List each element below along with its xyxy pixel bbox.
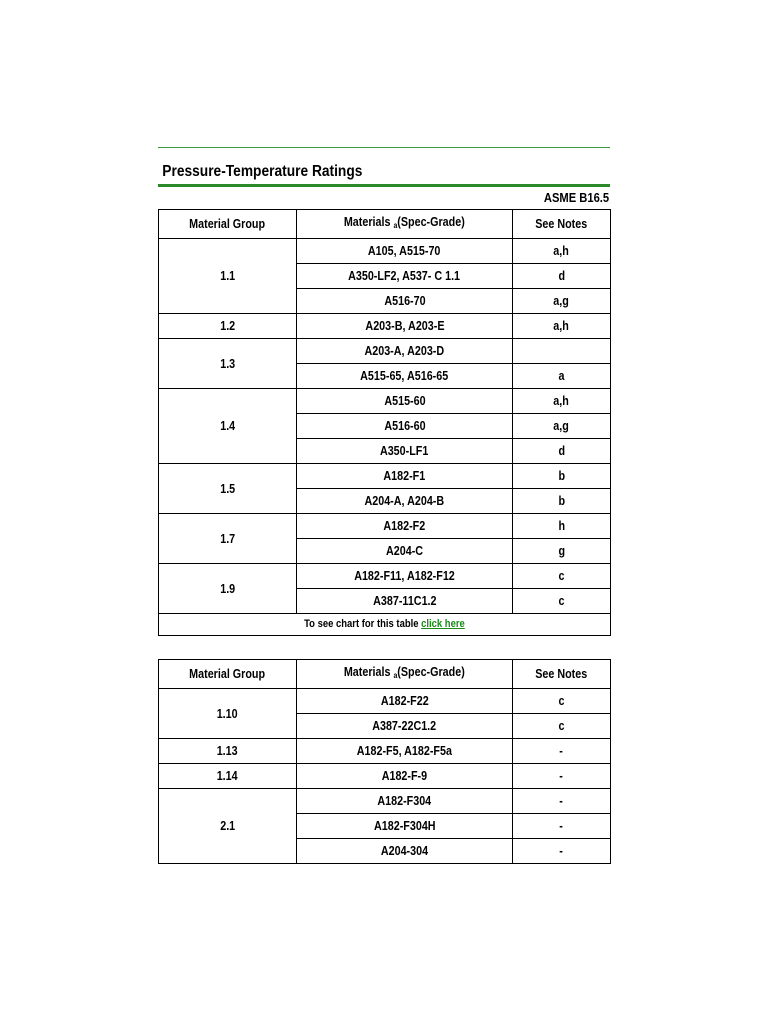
material-group-cell: 1.10 bbox=[159, 689, 297, 739]
material-cell: A204-A, A204-B bbox=[297, 489, 513, 514]
notes-cell: - bbox=[513, 839, 611, 864]
notes-cell: d bbox=[513, 439, 611, 464]
table-row bbox=[159, 314, 611, 339]
notes-cell: c bbox=[513, 689, 611, 714]
table-row bbox=[159, 564, 611, 589]
notes-cell: a,g bbox=[513, 414, 611, 439]
material-cell: A182-F11, A182-F12 bbox=[297, 564, 513, 589]
header-see-notes: See Notes bbox=[513, 660, 611, 689]
material-cell: A387-22C1.2 bbox=[297, 714, 513, 739]
table-row bbox=[159, 689, 611, 714]
material-cell: A182-F304H bbox=[297, 814, 513, 839]
material-group-cell: 1.2 bbox=[159, 314, 297, 339]
page-title: Pressure-Temperature Ratings bbox=[162, 163, 363, 180]
header-material-group: Material Group bbox=[159, 210, 297, 239]
header-materials: Materials $_a$(Spec-Grade) bbox=[297, 210, 513, 239]
material-cell: A515-65, A516-65 bbox=[297, 364, 513, 389]
notes-cell: a,h bbox=[513, 314, 611, 339]
material-cell: A204-C bbox=[297, 539, 513, 564]
ratings-section bbox=[158, 147, 610, 864]
table-row bbox=[159, 789, 611, 814]
notes-cell: c bbox=[513, 714, 611, 739]
chart-link-text: To see chart for this table bbox=[304, 618, 422, 630]
table-row bbox=[159, 239, 611, 264]
chart-link-row bbox=[159, 614, 611, 636]
notes-cell: - bbox=[513, 764, 611, 789]
notes-cell: - bbox=[513, 789, 611, 814]
material-group-cell: 1.7 bbox=[159, 514, 297, 564]
notes-cell: a,h bbox=[513, 389, 611, 414]
table-header-row bbox=[159, 660, 611, 689]
notes-cell: - bbox=[513, 814, 611, 839]
material-cell: A387-11C1.2 bbox=[297, 589, 513, 614]
material-group-cell: 1.13 bbox=[159, 739, 297, 764]
material-cell: A203-B, A203-E bbox=[297, 314, 513, 339]
header-materials: Materials $_a$(Spec-Grade) bbox=[297, 660, 513, 689]
table-row bbox=[159, 464, 611, 489]
table-row bbox=[159, 389, 611, 414]
material-group-cell: 1.3 bbox=[159, 339, 297, 389]
material-group-cell: 2.1 bbox=[159, 789, 297, 864]
material-cell: A204-304 bbox=[297, 839, 513, 864]
click-here-link[interactable]: click here bbox=[421, 618, 465, 630]
material-cell: A105, A515-70 bbox=[297, 239, 513, 264]
material-group-cell: 1.5 bbox=[159, 464, 297, 514]
notes-cell: b bbox=[513, 489, 611, 514]
material-cell: A515-60 bbox=[297, 389, 513, 414]
notes-cell: a,g bbox=[513, 289, 611, 314]
table-row bbox=[159, 339, 611, 364]
standard-label: ASME B16.5 bbox=[543, 190, 610, 205]
header-material-group: Material Group bbox=[159, 660, 297, 689]
material-cell: A182-F2 bbox=[297, 514, 513, 539]
material-cell: A182-F304 bbox=[297, 789, 513, 814]
material-group-cell: 1.9 bbox=[159, 564, 297, 614]
material-cell: A182-F22 bbox=[297, 689, 513, 714]
material-group-cell: 1.1 bbox=[159, 239, 297, 314]
table-row bbox=[159, 514, 611, 539]
notes-cell: b bbox=[513, 464, 611, 489]
header-see-notes: See Notes bbox=[513, 210, 611, 239]
notes-cell: a bbox=[513, 364, 611, 389]
ratings-table-1 bbox=[158, 209, 611, 636]
material-cell: A182-F1 bbox=[297, 464, 513, 489]
material-group-cell: 1.4 bbox=[159, 389, 297, 464]
material-cell: A516-60 bbox=[297, 414, 513, 439]
material-cell: A182-F5, A182-F5a bbox=[297, 739, 513, 764]
notes-cell: d bbox=[513, 264, 611, 289]
notes-cell: g bbox=[513, 539, 611, 564]
notes-cell: h bbox=[513, 514, 611, 539]
notes-cell: - bbox=[513, 739, 611, 764]
notes-cell: c bbox=[513, 564, 611, 589]
table-row bbox=[159, 739, 611, 764]
material-cell: A182-F-9 bbox=[297, 764, 513, 789]
chart-link-cell bbox=[159, 614, 611, 636]
notes-cell bbox=[513, 339, 611, 364]
ratings-table-2 bbox=[158, 659, 611, 864]
material-cell: A203-A, A203-D bbox=[297, 339, 513, 364]
notes-cell: c bbox=[513, 589, 611, 614]
material-cell: A350-LF2, A537- C 1.1 bbox=[297, 264, 513, 289]
material-group-cell: 1.14 bbox=[159, 764, 297, 789]
table-header-row bbox=[159, 210, 611, 239]
material-cell: A516-70 bbox=[297, 289, 513, 314]
table-row bbox=[159, 764, 611, 789]
notes-cell: a,h bbox=[513, 239, 611, 264]
material-cell: A350-LF1 bbox=[297, 439, 513, 464]
